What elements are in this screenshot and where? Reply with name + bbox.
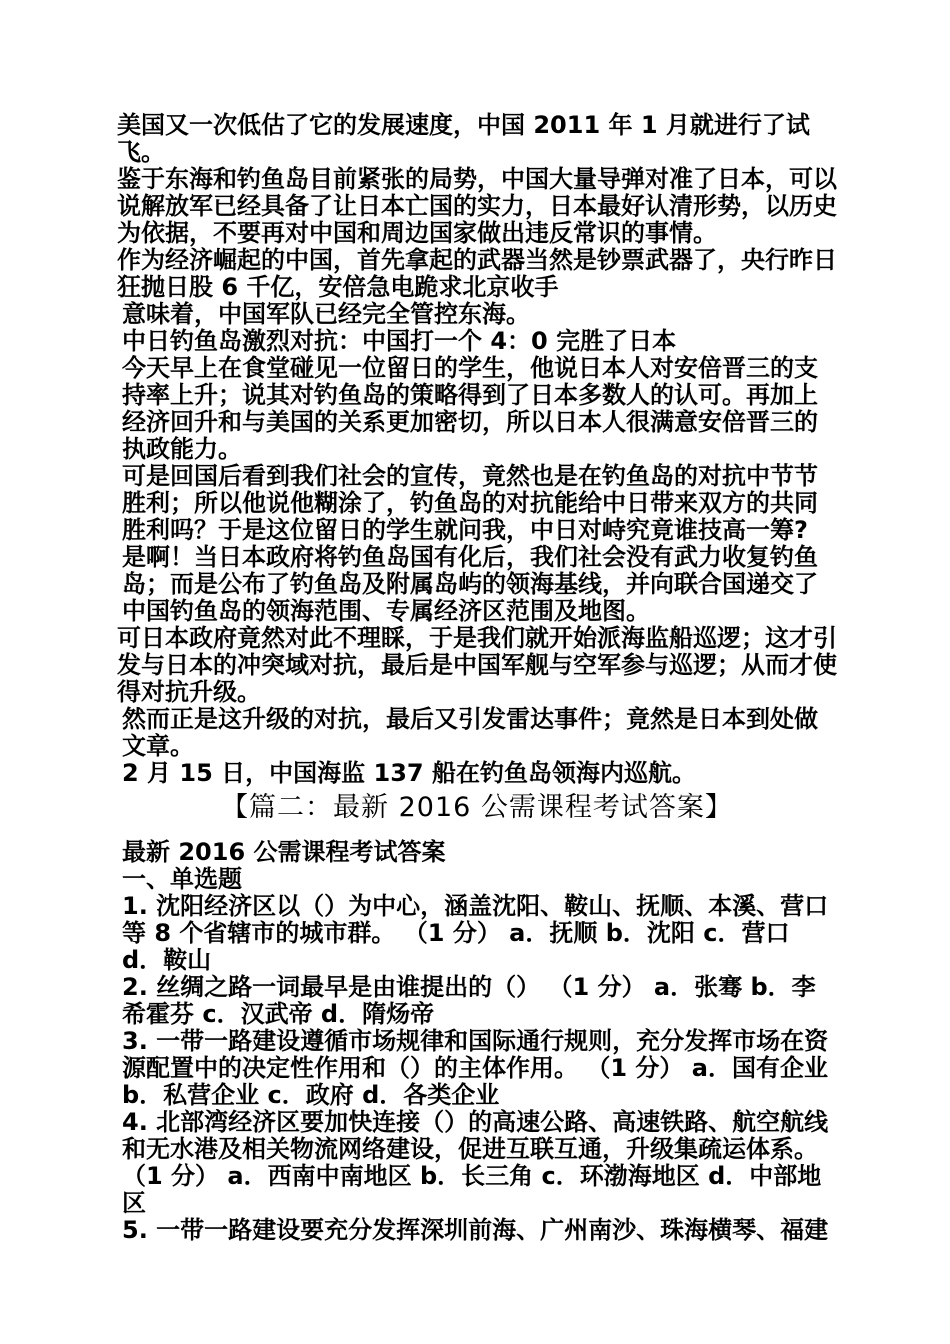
paragraph-9: 可日本政府竟然对此不理睬，于是我们就开始派海监船巡逻；这才引发与日本的冲突域对抗，最后是中国军舰与空军参与巡逻；从而才使得对抗升级。 — [117, 624, 837, 706]
paragraph-6: 今天早上在食堂碰见一位留日的学生，他说日本人对安倍晋三的支持率上升；说其对钓鱼岛的策略得到了日本多数人的认可。再加上经济回升和与美国的关系更加密切，所以日本人很满意安倍晋三的执政能力。 — [122, 354, 818, 463]
section-title: 【篇二：最新 2016 公需课程考试答案】 — [221, 792, 733, 823]
paragraph-11: 2 月 15 日，中国海监 137 船在钓鱼岛领海内巡航。 — [122, 759, 696, 787]
question-2: 2. 丝绸之路一词最早是由谁提出的（） （1 分） a．张骞 b．李希霍芬 c．汉武帝 d．隋炀帝 — [122, 973, 816, 1028]
question-1: 1. 沈阳经济区以（）为中心，涵盖沈阳、鞍山、抚顺、本溪、营口等 8 个省辖市的城市群。 （1 分） a．抚顺 b．沈阳 c．营口 d．鞍山 — [122, 892, 829, 974]
paragraph-3: 作为经济崛起的中国，首先拿起的武器当然是钞票武器了，央行昨日狂抛日股 6 千亿，安倍急电跪求北京收手 — [117, 246, 837, 301]
paragraph-7: 可是回国后看到我们社会的宣传，竟然也是在钓鱼岛的对抗中节节胜利；所以他说他糊涂了，钓鱼岛的对抗能给中日带来双方的共同胜利吗？于是这位留日的学生就问我，中日对峙究竟谁技高一筹? — [122, 462, 818, 544]
paragraph-5: 中日钓鱼岛激烈对抗：中国打一个 4：0 完胜了日本 — [122, 327, 677, 355]
question-4: 4. 北部湾经济区要加快连接（）的高速公路、高速铁路、航空航线和无水港及相关物流网络建设，促进互联互通，升级集疏运体系。 （1 分） a．西南中南地区 b．长三角 c．环渤海地区 d．中部地区 — [122, 1108, 829, 1217]
exam-section — [117, 839, 837, 1244]
article-body — [117, 112, 837, 787]
paragraph-8: 是啊！当日本政府将钓鱼岛国有化后，我们社会没有武力收复钓鱼岛；而是公布了钓鱼岛及附属岛屿的领海基线，并向联合国递交了中国钓鱼岛的领海范围、专属经济区范围及地图。 — [122, 543, 818, 625]
question-type-heading: 一、单选题 — [122, 865, 242, 893]
paragraph-2: 鉴于东海和钓鱼岛目前紧张的局势，中国大量导弹对准了日本，可以说解放军已经具备了让日本亡国的实力，日本最好认清形势，以历史为依据，不要再对中国和周边国家做出违反常识的事情。 — [117, 165, 837, 247]
exam-subtitle: 最新 2016 公需课程考试答案 — [122, 838, 446, 866]
question-5: 5. 一带一路建设要充分发挥深圳前海、广州南沙、珠海横琴、福建 — [122, 1216, 829, 1244]
paragraph-1: 美国又一次低估了它的发展速度，中国 2011 年 1 月就进行了试飞。 — [117, 111, 810, 166]
question-3: 3. 一带一路建设遵循市场规律和国际通行规则，充分发挥市场在资源配置中的决定性作用和（）的主体作用。 （1 分） a．国有企业 b．私营企业 c．政府 d．各类企业 — [122, 1027, 829, 1109]
paragraph-10: 然而正是这升级的对抗，最后又引发雷达事件；竟然是日本到处做文章。 — [122, 705, 818, 760]
document-page — [117, 112, 837, 1244]
paragraph-4: 意味着，中国军队已经完全管控东海。 — [122, 300, 530, 328]
